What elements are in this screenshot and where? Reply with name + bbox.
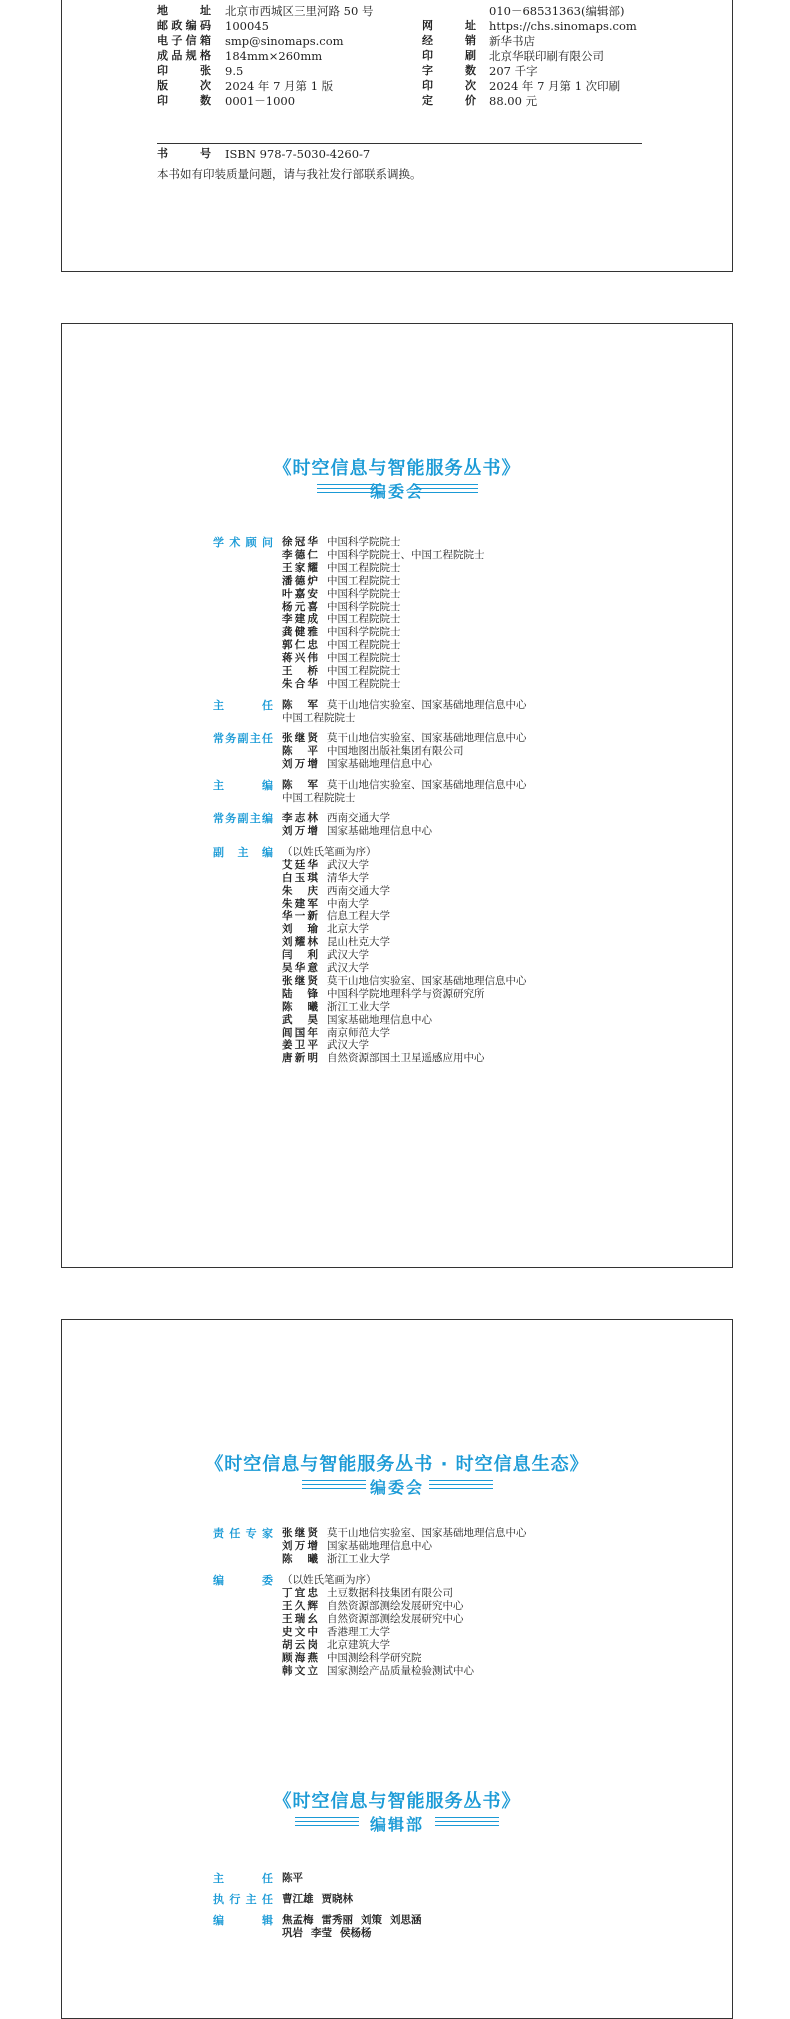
member-name: 徐冠华: [282, 536, 318, 548]
colophon-row: [157, 48, 647, 64]
member-name: 陈曦: [282, 1553, 318, 1565]
member-name: 华一新: [282, 910, 318, 923]
member-affiliation: 莫干山地信实验室、国家基础地理信息中心: [327, 698, 527, 711]
member-name: 杨元喜: [282, 600, 318, 613]
colophon-key: 经销: [422, 34, 476, 47]
member-affiliation: 中国地图出版社集团有限公司: [327, 745, 464, 758]
member-affiliation: 自然资源部国土卫星遥感应用中心: [327, 1052, 485, 1065]
group-label: 责任专家: [213, 1527, 273, 1540]
member-name: 艾廷华: [282, 858, 318, 871]
colophon-divider: [157, 143, 642, 144]
colophon-value: 184mm×260mm: [225, 49, 323, 63]
member-affiliation: 中国工程院院士: [282, 711, 356, 724]
member-name: 韩文立: [282, 1665, 318, 1677]
member-name: 陈军: [282, 698, 318, 711]
subseries-board-page: [61, 1319, 733, 2019]
group-label: 编委: [213, 1574, 273, 1587]
member-name: 刘瑜: [282, 923, 318, 936]
editor-name-row: [282, 1870, 311, 1885]
member-affiliation: 西南交通大学: [327, 812, 390, 825]
member-name: 顾海燕: [282, 1652, 318, 1664]
member-name: 朱庆: [282, 884, 318, 897]
member-affiliation: 自然资源部测绘发展研究中心: [327, 1613, 464, 1625]
member-affiliation: （以姓氏笔画为序）: [282, 845, 377, 858]
member-affiliation: 莫干山地信实验室、国家基础地理信息中心: [327, 732, 527, 745]
group-label: 常务副主编: [213, 812, 273, 826]
member-affiliation: 西南交通大学: [327, 884, 390, 897]
member-affiliation: 国家基础地理信息中心: [327, 825, 432, 838]
member-affiliation: 中国科学院院士、中国工程院院士: [327, 548, 485, 561]
editor-name: 刘策: [361, 1914, 382, 1926]
member-name: 史文中: [282, 1626, 318, 1638]
member-name: 李建成: [282, 613, 318, 626]
colophon-key: 印数: [157, 94, 211, 107]
colophon-key: 成品规格: [157, 49, 211, 62]
colophon-value: 100045: [225, 19, 269, 33]
member-affiliation: 中南大学: [327, 897, 369, 910]
member-affiliation: 中国工程院院士: [327, 652, 401, 665]
colophon-row: [157, 18, 647, 34]
group-label: 学术顾问: [213, 536, 273, 549]
series-board-page: [61, 323, 733, 1268]
member-affiliation: 武汉大学: [327, 1039, 369, 1052]
member-affiliation: 中国科学院院士: [327, 536, 401, 548]
colophon-value: 2024 年 7 月第 1 版: [225, 79, 334, 93]
member-name: 胡云岗: [282, 1639, 318, 1651]
member-name: 王家耀: [282, 561, 318, 574]
subseries-title: 《时空信息与智能服务丛书 · 时空信息生态》: [205, 1454, 589, 1475]
colophon-row: [157, 78, 647, 94]
member-affiliation: 中国科学院院士: [327, 600, 401, 613]
member-name: 潘德炉: [282, 574, 318, 587]
member-name: 王瑞幺: [282, 1613, 318, 1625]
member-name: 刘万增: [282, 825, 318, 838]
colophon-value: 北京华联印刷有限公司: [489, 49, 604, 63]
editor-name: 李莹: [311, 1927, 332, 1939]
colophon-key: 地址: [157, 4, 211, 17]
colophon-value: 9.5: [225, 64, 244, 78]
editor-name: 焦孟梅: [282, 1914, 314, 1926]
isbn-label: 书号: [157, 147, 211, 160]
right-title-rule: [414, 484, 478, 492]
colophon-value: 0001－1000: [225, 94, 296, 108]
colophon-row: [157, 33, 647, 49]
colophon-note: 本书如有印装质量问题，请与我社发行部联系调换。: [157, 167, 422, 181]
member-affiliation: 武汉大学: [327, 962, 369, 974]
editor-name: 贾晓林: [321, 1893, 353, 1905]
colophon-key: 印次: [422, 79, 476, 92]
member-name: 李德仁: [282, 548, 318, 561]
left-title-rule: [295, 1817, 359, 1825]
member-affiliation: 中国工程院院士: [327, 613, 401, 626]
member-affiliation: 北京建筑大学: [327, 1639, 390, 1651]
member-name: 张继贤: [282, 974, 318, 987]
member-affiliation: 中国工程院院士: [282, 791, 356, 804]
member-name: 陈平: [282, 745, 318, 758]
right-title-rule: [435, 1817, 499, 1825]
member-affiliation: 中国科学院地理科学与资源研究所: [327, 987, 485, 1000]
group-label: 主任: [213, 1872, 273, 1885]
member-affiliation: 国家基础地理信息中心: [327, 1540, 432, 1552]
colophon-value: 新华书店: [489, 34, 535, 48]
group-label: 编辑: [213, 1914, 273, 1927]
member-name: 刘万增: [282, 1540, 318, 1552]
colophon-key: 邮政编码: [157, 19, 211, 32]
member-affiliation: 浙江工业大学: [327, 1553, 390, 1565]
member-name: 陆锋: [282, 987, 318, 1000]
colophon-value: 北京市西城区三里河路 50 号: [225, 4, 374, 18]
group-label: 执行主任: [213, 1893, 273, 1906]
editor-name: 侯杨杨: [340, 1927, 372, 1939]
member-affiliation: 信息工程大学: [327, 910, 390, 923]
member-affiliation: 中国工程院院士: [327, 561, 401, 574]
member-affiliation: 昆山杜克大学: [327, 936, 390, 949]
member-affiliation: 中国工程院院士: [327, 574, 401, 587]
member-name: 陈曦: [282, 1000, 318, 1013]
member-name: 陈军: [282, 778, 318, 791]
member-name: 闾国年: [282, 1026, 318, 1039]
member-affiliation: 莫干山地信实验室、国家基础地理信息中心: [327, 1527, 527, 1539]
colophon-value: 88.00 元: [489, 94, 538, 108]
member-name: 张继贤: [282, 1527, 318, 1539]
editor-name-row: [282, 1925, 380, 1940]
group-label: 主编: [213, 778, 273, 792]
member-name: 姜卫平: [282, 1039, 318, 1052]
colophon-value: 010－68531363(编辑部): [489, 4, 625, 18]
member-affiliation: （以姓氏笔画为序）: [282, 1574, 377, 1586]
editor-name: 曹江雄: [282, 1893, 314, 1905]
right-title-rule: [429, 1480, 493, 1488]
member-affiliation: 清华大学: [327, 871, 369, 884]
member-name: 龚健雅: [282, 626, 318, 639]
member-affiliation: 自然资源部测绘发展研究中心: [327, 1600, 464, 1612]
member-affiliation: 中国科学院院士: [327, 626, 401, 639]
colophon-value: https://chs.sinomaps.com: [489, 19, 637, 33]
colophon-key: 印刷: [422, 49, 476, 62]
editor-name: 刘思涵: [390, 1914, 422, 1926]
member-affiliation: 中国测绘科学研究院: [327, 1652, 422, 1664]
member-name: 郭仁忠: [282, 639, 318, 652]
member-name: 闫利: [282, 949, 318, 962]
colophon-key: 印张: [157, 64, 211, 77]
colophon-key: 字数: [422, 64, 476, 77]
member-affiliation: 北京大学: [327, 923, 369, 936]
member-name: 朱建军: [282, 897, 318, 910]
colophon-key: 定价: [422, 94, 476, 107]
left-title-rule: [302, 1480, 366, 1488]
member-affiliation: 莫干山地信实验室、国家基础地理信息中心: [327, 974, 527, 987]
member-name: 武昊: [282, 1013, 318, 1026]
member-affiliation: 武汉大学: [327, 949, 369, 962]
colophon-value: smp@sinomaps.com: [225, 34, 344, 48]
member-name: 叶嘉安: [282, 587, 318, 600]
member-affiliation: 中国工程院院士: [327, 677, 401, 690]
member-affiliation: 国家基础地理信息中心: [327, 1013, 432, 1026]
member-affiliation: 国家基础地理信息中心: [327, 758, 432, 770]
series-title: 《时空信息与智能服务丛书》: [273, 458, 521, 479]
member-affiliation: 中国科学院院士: [327, 587, 401, 600]
board-subtitle: 编委会: [369, 482, 424, 501]
member-name: 李志林: [282, 812, 318, 825]
member-affiliation: 国家测绘产品质量检验测试中心: [327, 1665, 474, 1677]
member-name: 王久辉: [282, 1600, 318, 1612]
colophon-value: 207 千字: [489, 64, 538, 78]
member-name: 刘万增: [282, 758, 318, 770]
editorial-title: 《时空信息与智能服务丛书》: [273, 1791, 521, 1812]
member-name: 白玉琪: [282, 871, 318, 884]
member-name: 朱合华: [282, 677, 318, 690]
member-affiliation: 香港理工大学: [327, 1626, 390, 1638]
colophon-value: 2024 年 7 月第 1 次印刷: [489, 79, 621, 93]
colophon-row: [157, 93, 647, 109]
member-affiliation: 南京师范大学: [327, 1026, 390, 1039]
editor-name: 陈平: [282, 1872, 303, 1884]
member-name: 蒋兴伟: [282, 652, 318, 665]
editor-name: 巩岩: [282, 1927, 303, 1939]
member-affiliation: 中国工程院院士: [327, 665, 401, 677]
editorial-subtitle: 编辑部: [369, 1815, 424, 1834]
member-name: 刘耀林: [282, 936, 318, 949]
group-label: 常务副主任: [213, 732, 273, 746]
board-subtitle: 编委会: [369, 1478, 424, 1497]
isbn-value: ISBN 978-7-5030-4260-7: [225, 147, 371, 161]
colophon-row: [157, 63, 647, 79]
member-name: 唐新明: [282, 1052, 318, 1065]
member-name: 王桥: [282, 665, 318, 677]
colophon-key: 网址: [422, 19, 476, 32]
editor-name: 雷秀丽: [321, 1914, 353, 1926]
colophon-key: 电子信箱: [157, 34, 211, 47]
member-affiliation: 土豆数据科技集团有限公司: [327, 1587, 453, 1599]
member-affiliation: 浙江工业大学: [327, 1000, 390, 1013]
member-affiliation: 莫干山地信实验室、国家基础地理信息中心: [327, 778, 527, 791]
member-affiliation: 中国工程院院士: [327, 639, 401, 652]
member-name: 张继贤: [282, 732, 318, 745]
editor-name-row: [282, 1891, 361, 1906]
group-label: 主任: [213, 698, 273, 712]
colophon-page: [61, 0, 733, 272]
isbn-row: [157, 146, 647, 162]
left-title-rule: [317, 484, 381, 492]
member-name: 吴华意: [282, 962, 318, 974]
member-name: 丁宜忠: [282, 1587, 318, 1599]
member-affiliation: 武汉大学: [327, 858, 369, 871]
group-label: 副主编: [213, 845, 273, 859]
colophon-key: 版次: [157, 79, 211, 92]
colophon-row: [157, 3, 647, 19]
